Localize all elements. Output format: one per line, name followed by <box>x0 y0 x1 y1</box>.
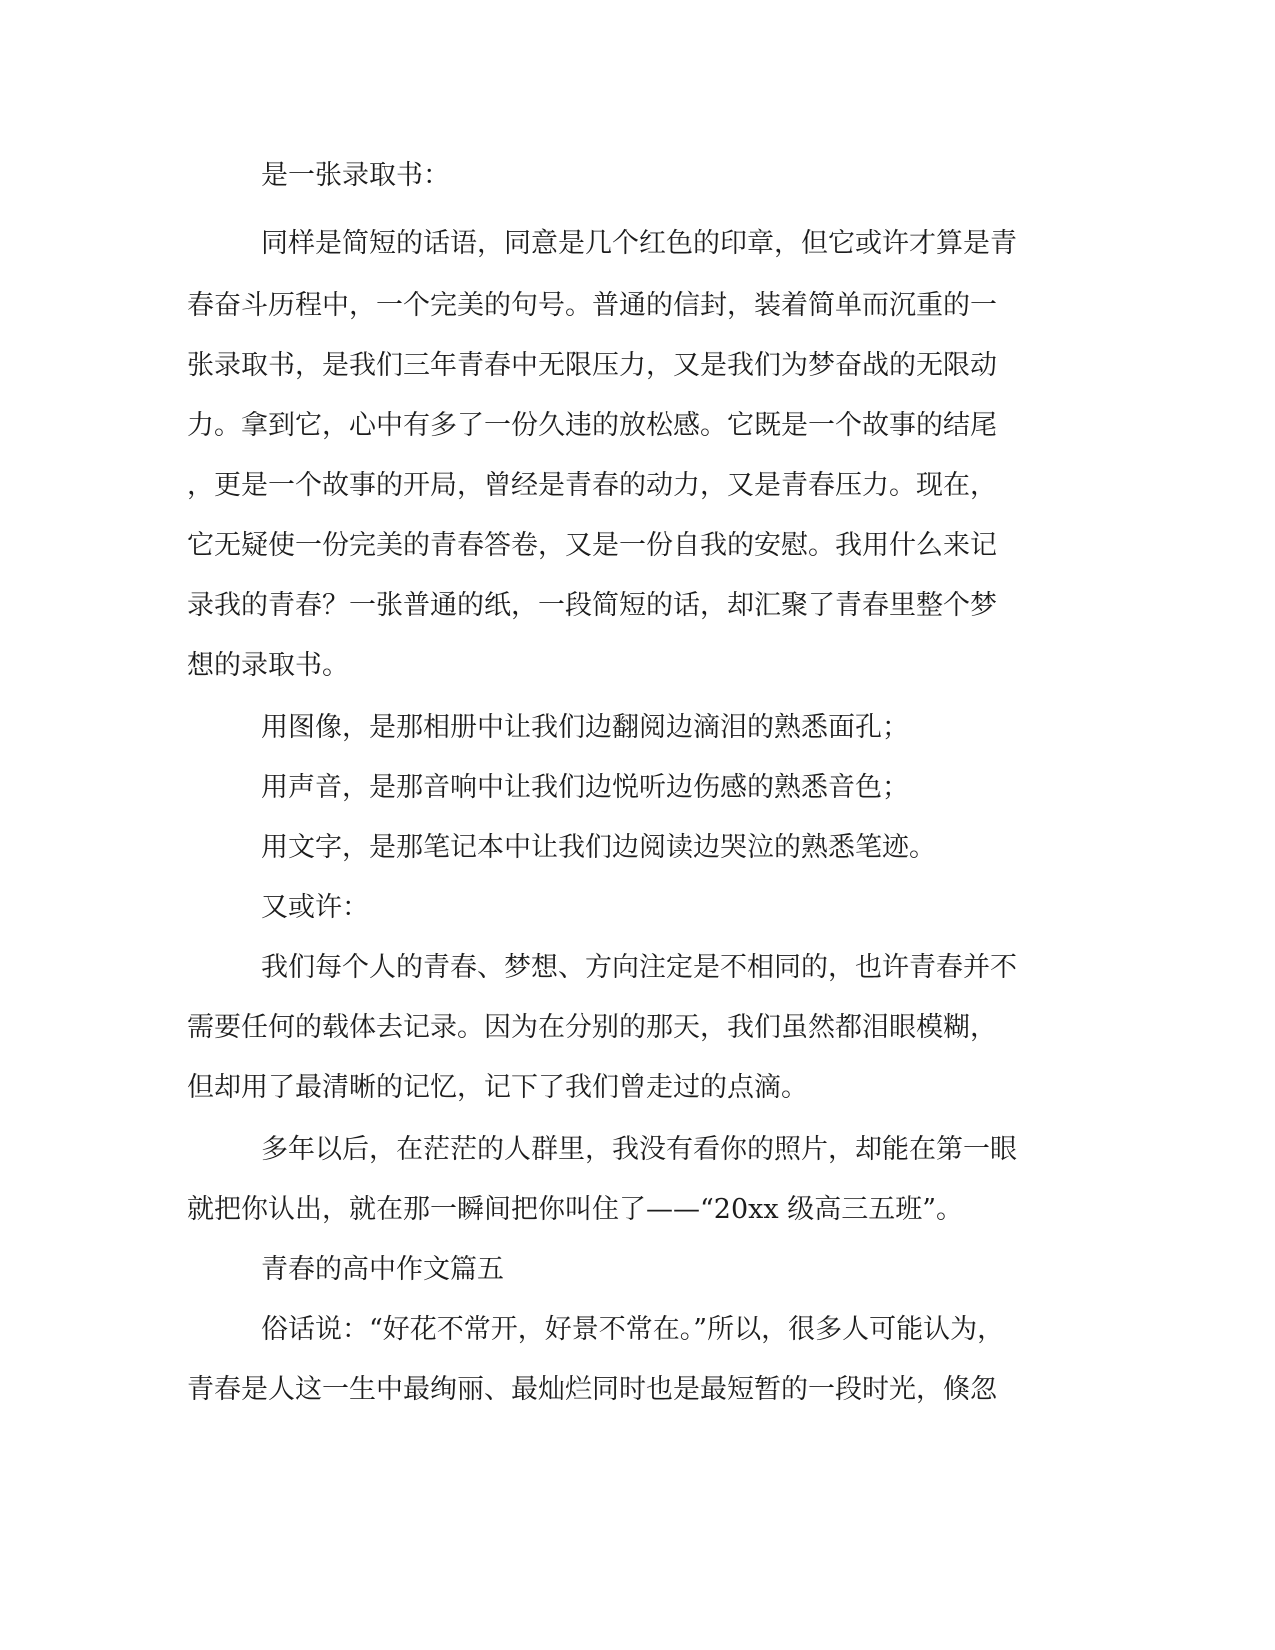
text-line: 春奋斗历程中，一个完美的句号。普通的信封，装着简单而沉重的一 <box>187 290 997 321</box>
text-line: 多年以后，在茫茫的人群里，我没有看你的照片，却能在第一眼 <box>261 1134 1017 1165</box>
text-line: 录我的青春？一张普通的纸，一段简短的话，却汇聚了青春里整个梦 <box>187 590 997 621</box>
text-line: 用图像，是那相册中让我们边翻阅边滴泪的熟悉面孔； <box>261 712 909 743</box>
text-line: 力。拿到它，心中有多了一份久违的放松感。它既是一个故事的结尾 <box>187 410 997 441</box>
text-line: 是一张录取书： <box>261 160 450 191</box>
text-line: 但却用了最清晰的记忆，记下了我们曾走过的点滴。 <box>187 1072 808 1103</box>
text-line: 又或许： <box>261 892 369 923</box>
text-line: 俗话说：“好花不常开，好景不常在。”所以，很多人可能认为， <box>261 1314 1005 1345</box>
text-line: 想的录取书。 <box>187 650 349 681</box>
text-line: 需要任何的载体去记录。因为在分别的那天，我们虽然都泪眼模糊， <box>187 1012 997 1043</box>
text-line: 同样是简短的话语，同意是几个红色的印章，但它或许才算是青 <box>261 228 1017 259</box>
text-line: 张录取书，是我们三年青春中无限压力，又是我们为梦奋战的无限动 <box>187 350 997 381</box>
text-line: 它无疑使一份完美的青春答卷，又是一份自我的安慰。我用什么来记 <box>187 530 997 561</box>
section-heading: 青春的高中作文篇五 <box>261 1254 504 1285</box>
text-line: 用文字，是那笔记本中让我们边阅读边哭泣的熟悉笔迹。 <box>261 832 936 863</box>
text-line: 我们每个人的青春、梦想、方向注定是不相同的，也许青春并不 <box>261 952 1017 983</box>
text-line: 用声音，是那音响中让我们边悦听边伤感的熟悉音色； <box>261 772 909 803</box>
text-line: ，更是一个故事的开局，曾经是青春的动力，又是青春压力。现在， <box>187 470 997 501</box>
text-line: 青春是人这一生中最绚丽、最灿烂同时也是最短暂的一段时光，倏忽 <box>187 1374 997 1405</box>
text-line: 就把你认出，就在那一瞬间把你叫住了——“20xx 级高三五班”。 <box>187 1194 963 1225</box>
